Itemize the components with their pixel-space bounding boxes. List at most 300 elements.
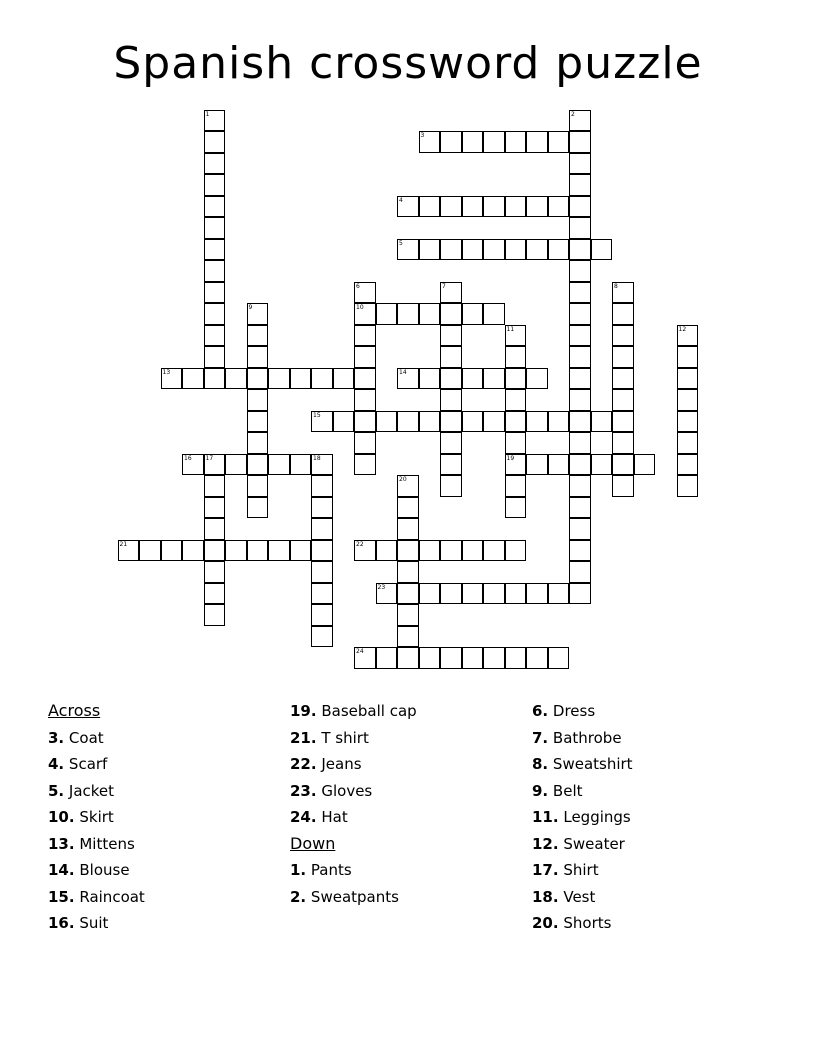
clue-item — [532, 833, 633, 860]
crossword-cell[interactable] — [247, 389, 269, 411]
crossword-cell[interactable] — [612, 303, 634, 325]
clue-number: 13. — [48, 834, 75, 853]
crossword-cell[interactable] — [440, 346, 462, 368]
clue-text: Sweatpants — [310, 887, 399, 906]
clue-item — [290, 886, 417, 913]
crossword-cell[interactable] — [677, 325, 699, 347]
cell-number: 6 — [356, 282, 360, 290]
crossword-cell[interactable] — [354, 325, 376, 347]
cell-number: 7 — [442, 282, 446, 290]
crossword-cell[interactable] — [569, 110, 591, 132]
crossword-cell[interactable] — [419, 540, 441, 562]
crossword-cell[interactable] — [462, 540, 484, 562]
crossword-cell[interactable] — [612, 368, 634, 390]
crossword-cell[interactable] — [569, 454, 591, 476]
crossword-cell[interactable] — [505, 131, 527, 153]
clue-column-1 — [48, 700, 145, 939]
crossword-cell[interactable] — [333, 411, 355, 433]
crossword-cell[interactable] — [247, 497, 269, 519]
crossword-cell[interactable] — [440, 475, 462, 497]
crossword-cell[interactable] — [204, 174, 226, 196]
crossword-cell[interactable] — [505, 411, 527, 433]
crossword-cell[interactable] — [440, 540, 462, 562]
crossword-cell[interactable] — [677, 432, 699, 454]
crossword-cell[interactable] — [397, 475, 419, 497]
clue-number: 18. — [532, 887, 559, 906]
crossword-cell[interactable] — [440, 282, 462, 304]
crossword-cell[interactable] — [677, 454, 699, 476]
clue-number: 23. — [290, 781, 317, 800]
crossword-cell[interactable] — [397, 604, 419, 626]
crossword-cell[interactable] — [204, 454, 226, 476]
crossword-cell[interactable] — [483, 647, 505, 669]
crossword-cell[interactable] — [440, 303, 462, 325]
crossword-cell[interactable] — [419, 196, 441, 218]
cell-number: 19 — [506, 454, 515, 462]
crossword-cell[interactable] — [204, 518, 226, 540]
across-heading: Across — [48, 701, 101, 720]
crossword-cell[interactable] — [569, 260, 591, 282]
crossword-cell[interactable] — [204, 303, 226, 325]
clue-text: Suit — [79, 914, 109, 932]
crossword-cell[interactable] — [612, 346, 634, 368]
crossword-cell[interactable] — [376, 411, 398, 433]
crossword-cell[interactable] — [182, 454, 204, 476]
crossword-cell[interactable] — [505, 239, 527, 261]
crossword-cell[interactable] — [204, 325, 226, 347]
crossword-cell[interactable] — [397, 561, 419, 583]
crossword-cell[interactable] — [204, 346, 226, 368]
clue-number: 15. — [48, 887, 75, 906]
crossword-cell[interactable] — [526, 411, 548, 433]
crossword-cell[interactable] — [376, 540, 398, 562]
crossword-cell[interactable] — [290, 368, 312, 390]
crossword-cell[interactable] — [440, 368, 462, 390]
crossword-cell[interactable] — [526, 368, 548, 390]
clue-number: 5. — [48, 781, 65, 800]
clue-item — [532, 780, 633, 807]
crossword-cell[interactable] — [397, 583, 419, 605]
cell-number: 16 — [184, 454, 192, 462]
crossword-cell[interactable] — [526, 239, 548, 261]
clue-item — [290, 859, 417, 886]
clue-item — [48, 912, 145, 939]
crossword-cell[interactable] — [397, 626, 419, 648]
clue-text: Mittens — [79, 834, 135, 853]
clue-column-2 — [290, 700, 417, 912]
crossword-cell[interactable] — [354, 411, 376, 433]
crossword-cell[interactable] — [161, 368, 183, 390]
crossword-cell[interactable] — [483, 368, 505, 390]
crossword-cell[interactable] — [548, 411, 570, 433]
clue-text: Shorts — [563, 914, 612, 932]
crossword-cell[interactable] — [311, 583, 333, 605]
crossword-cell[interactable] — [569, 153, 591, 175]
crossword-cell[interactable] — [440, 196, 462, 218]
clue-text: Shirt — [563, 861, 599, 879]
cell-number: 11 — [506, 325, 515, 333]
cell-number: 21 — [119, 540, 128, 548]
crossword-cell[interactable] — [612, 432, 634, 454]
clue-number: 22. — [290, 755, 317, 773]
clue-number: 14. — [48, 861, 75, 879]
crossword-cell[interactable] — [354, 346, 376, 368]
crossword-cell[interactable] — [569, 497, 591, 519]
clue-item — [48, 833, 145, 860]
crossword-cell[interactable] — [419, 411, 441, 433]
clue-item — [48, 859, 145, 886]
crossword-cell[interactable] — [311, 561, 333, 583]
clue-text: Scarf — [68, 755, 108, 773]
crossword-cell[interactable] — [677, 475, 699, 497]
crossword-cell[interactable] — [440, 454, 462, 476]
crossword-cell[interactable] — [440, 432, 462, 454]
clue-item — [532, 753, 633, 780]
crossword-cell[interactable] — [397, 647, 419, 669]
crossword-cell[interactable] — [204, 604, 226, 626]
crossword-cell[interactable] — [483, 196, 505, 218]
crossword-cell[interactable] — [225, 368, 247, 390]
clue-text: Sweater — [563, 834, 625, 853]
crossword-cell[interactable] — [247, 368, 269, 390]
crossword-cell[interactable] — [548, 131, 570, 153]
crossword-cell[interactable] — [354, 303, 376, 325]
clue-number: 7. — [532, 728, 549, 747]
cell-number: 5 — [399, 239, 403, 247]
crossword-cell[interactable] — [569, 196, 591, 218]
crossword-cell[interactable] — [526, 131, 548, 153]
crossword-cell[interactable] — [548, 239, 570, 261]
down-heading: Down — [290, 833, 336, 853]
crossword-cell[interactable] — [548, 647, 570, 669]
clue-number: 17. — [532, 861, 559, 879]
clue-item — [290, 780, 417, 807]
crossword-cell[interactable] — [419, 647, 441, 669]
cell-number: 12 — [678, 325, 687, 333]
crossword-cell[interactable] — [505, 389, 527, 411]
cell-number: 15 — [313, 411, 321, 419]
clue-text: Vest — [563, 887, 596, 906]
clue-text: Blouse — [79, 861, 130, 879]
clue-text: Skirt — [79, 808, 114, 826]
clue-item — [48, 753, 145, 780]
crossword-cell[interactable] — [505, 346, 527, 368]
clue-text: Hat — [321, 808, 348, 826]
crossword-cell[interactable] — [677, 368, 699, 390]
crossword-cell[interactable] — [505, 475, 527, 497]
crossword-cell[interactable] — [569, 389, 591, 411]
crossword-cell[interactable] — [526, 454, 548, 476]
clue-number: 16. — [48, 914, 75, 932]
crossword-cell[interactable] — [569, 540, 591, 562]
crossword-cell[interactable] — [204, 497, 226, 519]
crossword-cell[interactable] — [612, 454, 634, 476]
crossword-cell[interactable] — [612, 411, 634, 433]
clue-number: 4. — [48, 755, 65, 773]
crossword-cell[interactable] — [569, 432, 591, 454]
crossword-cell[interactable] — [612, 475, 634, 497]
cell-number: 3 — [420, 132, 425, 139]
clue-number: 21. — [290, 728, 317, 747]
clue-item — [532, 886, 633, 913]
crossword-cell[interactable] — [204, 217, 226, 239]
crossword-cell[interactable] — [569, 239, 591, 261]
clue-number: 8. — [532, 755, 549, 773]
crossword-cell[interactable] — [204, 110, 226, 132]
crossword-cell[interactable] — [311, 540, 333, 562]
crossword-cell[interactable] — [462, 647, 484, 669]
clue-item — [48, 886, 145, 913]
crossword-cell[interactable] — [376, 647, 398, 669]
crossword-cell[interactable] — [591, 411, 613, 433]
crossword-cell[interactable] — [161, 540, 183, 562]
crossword-cell[interactable] — [376, 303, 398, 325]
clue-text: Coat — [68, 728, 104, 747]
cell-number: 22 — [356, 540, 364, 548]
clue-item — [290, 753, 417, 780]
crossword-cell[interactable] — [483, 583, 505, 605]
crossword-cell[interactable] — [677, 346, 699, 368]
crossword-cell[interactable] — [505, 583, 527, 605]
crossword-cell[interactable] — [354, 368, 376, 390]
cell-number: 1 — [205, 110, 210, 118]
crossword-cell[interactable] — [462, 583, 484, 605]
crossword-cell[interactable] — [419, 131, 441, 153]
crossword-cell[interactable] — [569, 411, 591, 433]
crossword-cell[interactable] — [440, 583, 462, 605]
clue-number: 2. — [290, 887, 307, 906]
crossword-cell[interactable] — [247, 540, 269, 562]
crossword-cell[interactable] — [268, 368, 290, 390]
crossword-cell[interactable] — [569, 282, 591, 304]
cell-number: 20 — [399, 476, 407, 483]
crossword-cell[interactable] — [419, 303, 441, 325]
crossword-cell[interactable] — [483, 411, 505, 433]
crossword-cell[interactable] — [440, 389, 462, 411]
crossword-cell[interactable] — [397, 518, 419, 540]
crossword-cell[interactable] — [311, 411, 333, 433]
crossword-cell[interactable] — [333, 368, 355, 390]
crossword-cell[interactable] — [397, 540, 419, 562]
crossword-cell[interactable] — [247, 454, 269, 476]
crossword-cell[interactable] — [311, 604, 333, 626]
crossword-cell[interactable] — [440, 325, 462, 347]
crossword-cell[interactable] — [569, 346, 591, 368]
clue-number: 10. — [48, 808, 75, 826]
crossword-cell[interactable] — [419, 368, 441, 390]
crossword-cell[interactable] — [247, 325, 269, 347]
crossword-cell[interactable] — [569, 174, 591, 196]
crossword-cell[interactable] — [462, 411, 484, 433]
clue-item — [290, 806, 417, 833]
crossword-cell[interactable] — [569, 518, 591, 540]
crossword-cell[interactable] — [397, 303, 419, 325]
crossword-cell[interactable] — [505, 647, 527, 669]
crossword-cell[interactable] — [204, 260, 226, 282]
crossword-cell[interactable] — [354, 389, 376, 411]
crossword-cell[interactable] — [311, 626, 333, 648]
crossword-cell[interactable] — [354, 454, 376, 476]
cell-number: 17 — [205, 454, 214, 462]
crossword-cell[interactable] — [247, 346, 269, 368]
crossword-cell[interactable] — [290, 454, 312, 476]
crossword-cell[interactable] — [462, 196, 484, 218]
crossword-cell[interactable] — [569, 583, 591, 605]
crossword-cell[interactable] — [182, 368, 204, 390]
crossword-cell[interactable] — [677, 411, 699, 433]
clue-item — [532, 912, 633, 939]
clue-item — [532, 859, 633, 886]
crossword-cell[interactable] — [225, 454, 247, 476]
crossword-cell[interactable] — [505, 368, 527, 390]
clue-text: Jeans — [321, 755, 362, 773]
crossword-cell[interactable] — [182, 540, 204, 562]
crossword-cell[interactable] — [354, 540, 376, 562]
crossword-cell[interactable] — [462, 131, 484, 153]
crossword-cell[interactable] — [397, 497, 419, 519]
crossword-cell[interactable] — [204, 239, 226, 261]
crossword-cell[interactable] — [204, 368, 226, 390]
crossword-cell[interactable] — [569, 561, 591, 583]
crossword-cell[interactable] — [419, 239, 441, 261]
crossword-cell[interactable] — [526, 647, 548, 669]
cell-number: 2 — [571, 110, 575, 118]
clue-number: 20. — [532, 914, 559, 932]
crossword-cell[interactable] — [569, 217, 591, 239]
crossword-cell[interactable] — [204, 131, 226, 153]
clue-text: Baseball cap — [321, 702, 417, 720]
crossword-cell[interactable] — [548, 583, 570, 605]
clue-item — [290, 727, 417, 754]
crossword-cell[interactable] — [311, 454, 333, 476]
crossword-cell[interactable] — [376, 583, 398, 605]
cell-number: 24 — [356, 648, 364, 655]
clue-number: 3. — [48, 728, 65, 747]
crossword-cell[interactable] — [440, 239, 462, 261]
crossword-cell[interactable] — [204, 196, 226, 218]
crossword-cell[interactable] — [548, 196, 570, 218]
crossword-cell[interactable] — [397, 368, 419, 390]
crossword-cell[interactable] — [505, 432, 527, 454]
crossword-cell[interactable] — [354, 282, 376, 304]
cell-number: 8 — [614, 282, 618, 290]
crossword-cell[interactable] — [569, 368, 591, 390]
clue-item — [48, 806, 145, 833]
clue-item — [48, 727, 145, 754]
clue-text: Gloves — [321, 781, 373, 800]
clue-number: 19. — [290, 702, 317, 720]
clue-text: Jacket — [68, 781, 115, 800]
crossword-cell[interactable] — [354, 647, 376, 669]
crossword-cell[interactable] — [118, 540, 140, 562]
crossword-cell[interactable] — [505, 454, 527, 476]
cell-number: 10 — [356, 304, 364, 311]
crossword-cell[interactable] — [569, 475, 591, 497]
crossword-cell[interactable] — [139, 540, 161, 562]
crossword-cell[interactable] — [247, 303, 269, 325]
crossword-cell[interactable] — [397, 411, 419, 433]
crossword-cell[interactable] — [634, 454, 656, 476]
crossword-cell[interactable] — [204, 583, 226, 605]
clue-item — [290, 700, 417, 727]
clue-text: Leggings — [563, 808, 631, 826]
crossword-cell[interactable] — [311, 518, 333, 540]
crossword-cell[interactable] — [311, 475, 333, 497]
crossword-cell[interactable] — [311, 368, 333, 390]
crossword-cell[interactable] — [440, 647, 462, 669]
clue-number: 1. — [290, 861, 307, 879]
crossword-cell[interactable] — [419, 583, 441, 605]
cell-number: 13 — [162, 368, 171, 376]
crossword-cell[interactable] — [569, 325, 591, 347]
crossword-cell[interactable] — [612, 282, 634, 304]
crossword-cell[interactable] — [462, 368, 484, 390]
crossword-cell[interactable] — [290, 540, 312, 562]
clue-text: Raincoat — [79, 887, 145, 906]
crossword-cell[interactable] — [612, 325, 634, 347]
crossword-cell[interactable] — [354, 432, 376, 454]
crossword-cell[interactable] — [591, 454, 613, 476]
crossword-cell[interactable] — [548, 454, 570, 476]
crossword-cell[interactable] — [462, 303, 484, 325]
page-title: Spanish crossword puzzle — [113, 38, 703, 89]
crossword-cell[interactable] — [204, 153, 226, 175]
crossword-cell[interactable] — [440, 411, 462, 433]
crossword-cell[interactable] — [505, 540, 527, 562]
crossword-cell[interactable] — [591, 239, 613, 261]
clue-item — [532, 700, 633, 727]
crossword-cell[interactable] — [526, 196, 548, 218]
crossword-cell[interactable] — [612, 389, 634, 411]
clue-number: 9. — [532, 781, 549, 800]
crossword-cell[interactable] — [569, 303, 591, 325]
crossword-cell[interactable] — [483, 303, 505, 325]
clue-number: 6. — [532, 702, 549, 720]
crossword-cell[interactable] — [483, 239, 505, 261]
crossword-cell[interactable] — [440, 131, 462, 153]
crossword-cell[interactable] — [247, 432, 269, 454]
crossword-cell[interactable] — [204, 561, 226, 583]
crossword-cell[interactable] — [505, 497, 527, 519]
clue-text: Bathrobe — [552, 728, 622, 747]
crossword-cell[interactable] — [204, 475, 226, 497]
clue-number: 24. — [290, 808, 317, 826]
crossword-cell[interactable] — [483, 540, 505, 562]
crossword-cell[interactable] — [462, 239, 484, 261]
crossword-cell[interactable] — [483, 131, 505, 153]
crossword-cell[interactable] — [311, 497, 333, 519]
cell-number: 14 — [399, 368, 407, 376]
crossword-cell[interactable] — [397, 239, 419, 261]
crossword-cell[interactable] — [268, 454, 290, 476]
clue-item — [48, 780, 145, 807]
crossword-cell[interactable] — [247, 475, 269, 497]
crossword-cell[interactable] — [204, 540, 226, 562]
crossword-cell[interactable] — [505, 196, 527, 218]
crossword-cell[interactable] — [526, 583, 548, 605]
crossword-cell[interactable] — [204, 282, 226, 304]
crossword-cell[interactable] — [268, 540, 290, 562]
crossword-cell[interactable] — [397, 196, 419, 218]
clue-item — [532, 727, 633, 754]
clue-item — [532, 806, 633, 833]
crossword-cell[interactable] — [505, 325, 527, 347]
clue-text: T shirt — [321, 728, 369, 747]
crossword-cell[interactable] — [225, 540, 247, 562]
crossword-cell[interactable] — [569, 131, 591, 153]
crossword-cell[interactable] — [247, 411, 269, 433]
crossword-cell[interactable] — [677, 389, 699, 411]
